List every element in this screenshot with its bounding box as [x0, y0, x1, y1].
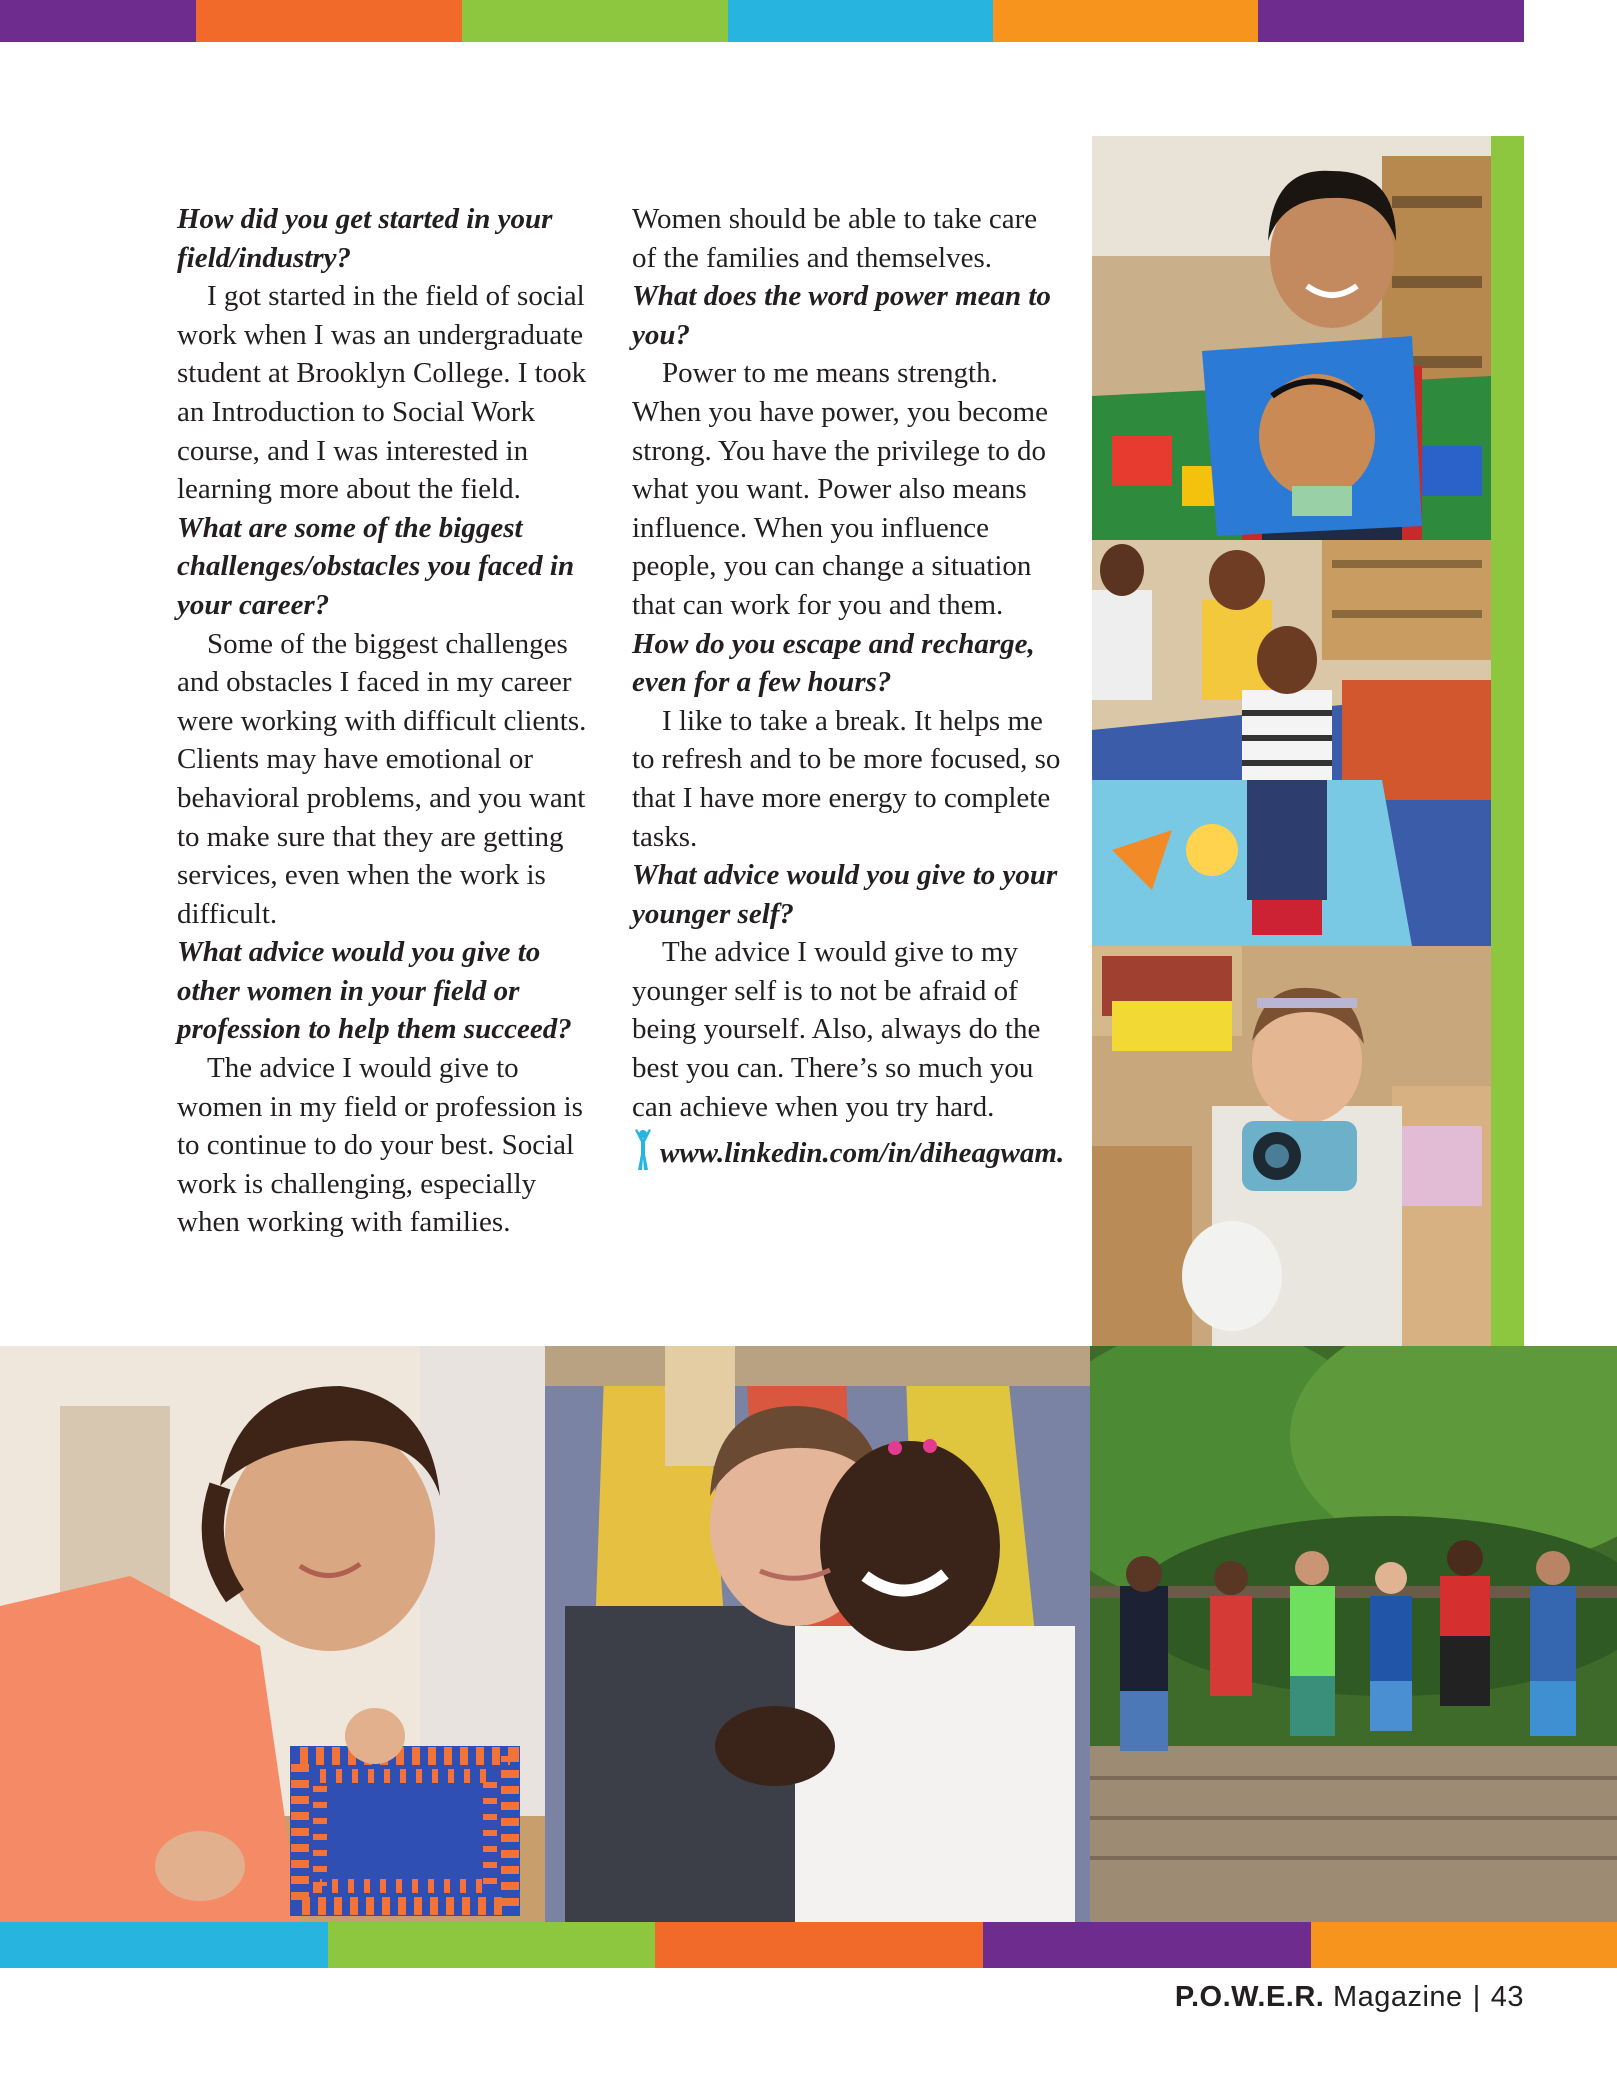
page-footer	[1175, 1981, 1524, 2014]
top-color-bar	[0, 0, 1524, 42]
question-6: What advice would you give to your younger self?	[632, 859, 1058, 930]
answer-4: Power to me means strength. When you have power, you become strong. You have the privilege to do what you want. Power also means influence. When you influence people, you can change a situation that can work for you and them.	[632, 357, 1048, 621]
linkedin-link[interactable]: www.linkedin.com/in/diheagwam.	[660, 1136, 1065, 1169]
photo-children-dancing	[1092, 540, 1491, 946]
answer-1: I got started in the field of social work when I was an undergraduate student at Brooklyn College. I took an Introduction to Social Work course, and I was interested in learning more about the field.	[177, 280, 587, 506]
magazine-brand: P.O.W.E.R.	[1174, 1981, 1325, 2013]
footer-separator: |	[1472, 1981, 1481, 2013]
question-1: How did you get started in your field/industry?	[177, 203, 553, 274]
question-5: How do you escape and recharge, even for a few hours?	[632, 627, 1035, 699]
answer-3: The advice I would give to women in my field or profession is to continue to do your best. Social work is challenging, especially when working with families.	[177, 1052, 583, 1239]
photo-girls-hugging	[545, 1346, 1090, 1922]
answer-5: I like to take a break. It helps me to refresh and to be more focused, so that I have more energy to complete tasks.	[632, 704, 1061, 853]
power-figure-icon	[632, 1128, 654, 1172]
side-green-bar	[1491, 136, 1524, 1346]
photo-girl-with-camera	[1092, 946, 1491, 1346]
photo-boy-with-art	[1092, 136, 1491, 540]
article-column-1	[177, 200, 597, 1242]
photo-children-by-river	[1090, 1346, 1617, 1922]
linkedin-row	[632, 1128, 1067, 1172]
question-3: What advice would you give to other women in your field or profession to help them succeed?	[177, 936, 572, 1046]
question-2: What are some of the biggest challenges/obstacles you faced in your career?	[177, 511, 575, 621]
magazine-label: Magazine	[1332, 1981, 1463, 2013]
article-column-2	[632, 200, 1067, 1172]
answer-3-continued: Women should be able to take care of the families and themselves.	[632, 203, 1038, 274]
answer-2: Some of the biggest challenges and obstacles I faced in my career were working with difficult clients. Clients may have emotional or behavioral problems, and you want to make sure that they are getting services, even when the work is difficult.	[177, 627, 587, 930]
bottom-color-bar	[0, 1922, 1617, 1968]
answer-6: The advice I would give to my younger self is to not be afraid of being yourself. Also, always do the best you can. There’s so much you can achieve when you try hard.	[632, 936, 1041, 1123]
photo-girl-with-bead-frame	[0, 1346, 545, 1922]
question-4: What does the word power mean to you?	[632, 280, 1051, 351]
page-number: 43	[1490, 1981, 1524, 2013]
